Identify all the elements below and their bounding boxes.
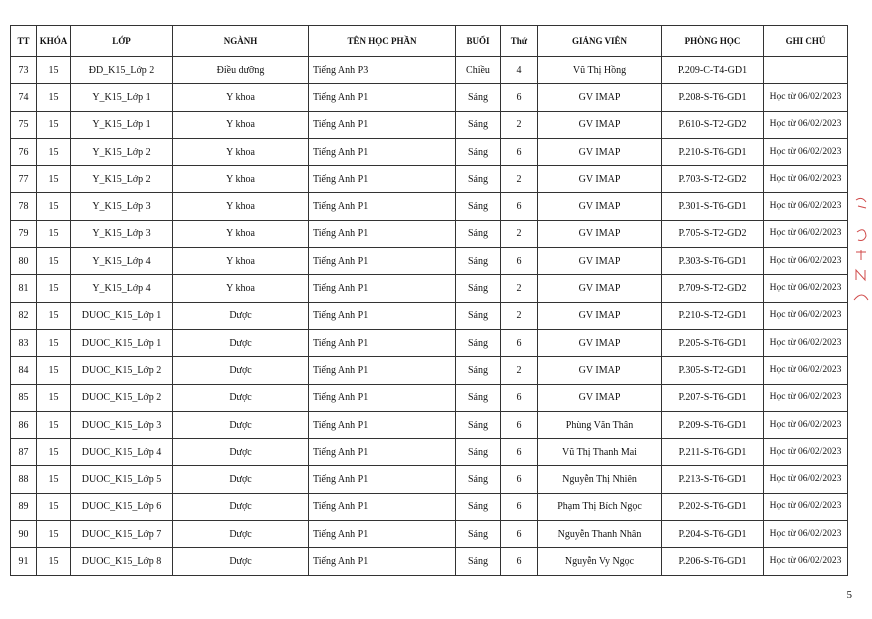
cell-lop: Y_K15_Lớp 3	[71, 220, 173, 247]
cell-lop: DUOC_K15_Lớp 2	[71, 357, 173, 384]
cell-thu: 6	[501, 466, 538, 493]
cell-buoi: Sáng	[456, 521, 501, 548]
cell-khoa: 15	[37, 166, 71, 193]
cell-ghi-chu: Học từ 06/02/2023	[764, 466, 848, 493]
table-row	[11, 411, 848, 438]
cell-phong-hoc: P.211-S-T6-GD1	[662, 439, 764, 466]
cell-ghi-chu: Học từ 06/02/2023	[764, 384, 848, 411]
cell-khoa: 15	[37, 357, 71, 384]
table-row	[11, 138, 848, 165]
cell-thu: 6	[501, 138, 538, 165]
cell-giang-vien: Nguyễn Thị Nhiên	[538, 466, 662, 493]
cell-khoa: 15	[37, 466, 71, 493]
cell-ten-hoc-phan: Tiếng Anh P1	[309, 302, 456, 329]
cell-ten-hoc-phan: Tiếng Anh P1	[309, 111, 456, 138]
cell-buoi: Sáng	[456, 84, 501, 111]
cell-nganh: Y khoa	[173, 193, 309, 220]
cell-khoa: 15	[37, 439, 71, 466]
cell-tt: 87	[11, 439, 37, 466]
cell-khoa: 15	[37, 138, 71, 165]
cell-tt: 78	[11, 193, 37, 220]
cell-khoa: 15	[37, 248, 71, 275]
cell-khoa: 15	[37, 521, 71, 548]
cell-ten-hoc-phan: Tiếng Anh P1	[309, 220, 456, 247]
cell-ten-hoc-phan: Tiếng Anh P1	[309, 493, 456, 520]
cell-phong-hoc: P.209-S-T6-GD1	[662, 411, 764, 438]
cell-lop: DUOC_K15_Lớp 5	[71, 466, 173, 493]
column-header: TT	[11, 26, 37, 57]
cell-khoa: 15	[37, 411, 71, 438]
cell-buoi: Sáng	[456, 166, 501, 193]
cell-ghi-chu: Học từ 06/02/2023	[764, 193, 848, 220]
cell-buoi: Sáng	[456, 493, 501, 520]
cell-thu: 2	[501, 275, 538, 302]
cell-phong-hoc: P.610-S-T2-GD2	[662, 111, 764, 138]
cell-thu: 6	[501, 84, 538, 111]
cell-giang-vien: Vũ Thị Thanh Mai	[538, 439, 662, 466]
cell-buoi: Sáng	[456, 466, 501, 493]
cell-lop: DUOC_K15_Lớp 7	[71, 521, 173, 548]
cell-khoa: 15	[37, 493, 71, 520]
cell-tt: 82	[11, 302, 37, 329]
column-header: LỚP	[71, 26, 173, 57]
cell-phong-hoc: P.210-S-T2-GD1	[662, 302, 764, 329]
cell-ten-hoc-phan: Tiếng Anh P1	[309, 275, 456, 302]
cell-nganh: Y khoa	[173, 138, 309, 165]
table-row	[11, 384, 848, 411]
cell-phong-hoc: P.205-S-T6-GD1	[662, 329, 764, 356]
cell-giang-vien: Nguyễn Thanh Nhân	[538, 521, 662, 548]
cell-lop: Y_K15_Lớp 1	[71, 84, 173, 111]
table-row	[11, 166, 848, 193]
table-row	[11, 84, 848, 111]
cell-buoi: Sáng	[456, 248, 501, 275]
cell-giang-vien: GV IMAP	[538, 275, 662, 302]
cell-nganh: Y khoa	[173, 166, 309, 193]
cell-thu: 6	[501, 193, 538, 220]
cell-lop: DUOC_K15_Lớp 4	[71, 439, 173, 466]
cell-buoi: Sáng	[456, 302, 501, 329]
cell-nganh: Y khoa	[173, 84, 309, 111]
column-header: KHÓA	[37, 26, 71, 57]
cell-nganh: Dược	[173, 329, 309, 356]
cell-ten-hoc-phan: Tiếng Anh P1	[309, 193, 456, 220]
cell-tt: 86	[11, 411, 37, 438]
cell-ghi-chu: Học từ 06/02/2023	[764, 248, 848, 275]
cell-ghi-chu: Học từ 06/02/2023	[764, 439, 848, 466]
cell-lop: Y_K15_Lớp 3	[71, 193, 173, 220]
cell-thu: 2	[501, 357, 538, 384]
cell-lop: DUOC_K15_Lớp 3	[71, 411, 173, 438]
schedule-table	[10, 25, 848, 576]
cell-tt: 88	[11, 466, 37, 493]
cell-tt: 77	[11, 166, 37, 193]
column-header: TÊN HỌC PHẦN	[309, 26, 456, 57]
cell-tt: 74	[11, 84, 37, 111]
cell-thu: 6	[501, 329, 538, 356]
table-row	[11, 439, 848, 466]
cell-ghi-chu: Học từ 06/02/2023	[764, 84, 848, 111]
cell-giang-vien: GV IMAP	[538, 248, 662, 275]
cell-buoi: Sáng	[456, 193, 501, 220]
cell-ghi-chu: Học từ 06/02/2023	[764, 493, 848, 520]
handwritten-margin-marks	[850, 180, 872, 310]
table-row	[11, 220, 848, 247]
cell-lop: Y_K15_Lớp 1	[71, 111, 173, 138]
table-row	[11, 111, 848, 138]
table-row	[11, 275, 848, 302]
cell-giang-vien: Phùng Văn Thân	[538, 411, 662, 438]
cell-ten-hoc-phan: Tiếng Anh P1	[309, 384, 456, 411]
cell-lop: Y_K15_Lớp 4	[71, 248, 173, 275]
cell-tt: 90	[11, 521, 37, 548]
cell-nganh: Dược	[173, 466, 309, 493]
cell-phong-hoc: P.305-S-T2-GD1	[662, 357, 764, 384]
column-header: PHÒNG HỌC	[662, 26, 764, 57]
cell-thu: 6	[501, 248, 538, 275]
column-header: NGÀNH	[173, 26, 309, 57]
cell-phong-hoc: P.207-S-T6-GD1	[662, 384, 764, 411]
cell-giang-vien: GV IMAP	[538, 329, 662, 356]
cell-buoi: Sáng	[456, 220, 501, 247]
table-row	[11, 493, 848, 520]
cell-lop: Y_K15_Lớp 2	[71, 166, 173, 193]
table-body	[11, 57, 848, 576]
cell-giang-vien: GV IMAP	[538, 111, 662, 138]
cell-nganh: Dược	[173, 439, 309, 466]
table-header-row	[11, 26, 848, 57]
column-header: GHI CHÚ	[764, 26, 848, 57]
cell-ghi-chu: Học từ 06/02/2023	[764, 357, 848, 384]
column-header: Thứ	[501, 26, 538, 57]
cell-buoi: Sáng	[456, 357, 501, 384]
cell-phong-hoc: P.202-S-T6-GD1	[662, 493, 764, 520]
table-row	[11, 193, 848, 220]
cell-ghi-chu: Học từ 06/02/2023	[764, 220, 848, 247]
cell-ten-hoc-phan: Tiếng Anh P1	[309, 138, 456, 165]
cell-nganh: Dược	[173, 521, 309, 548]
cell-giang-vien: GV IMAP	[538, 357, 662, 384]
cell-giang-vien: GV IMAP	[538, 84, 662, 111]
cell-ten-hoc-phan: Tiếng Anh P1	[309, 521, 456, 548]
cell-giang-vien: GV IMAP	[538, 302, 662, 329]
cell-ten-hoc-phan: Tiếng Anh P1	[309, 166, 456, 193]
cell-ten-hoc-phan: Tiếng Anh P1	[309, 466, 456, 493]
column-header: BUỔI	[456, 26, 501, 57]
cell-thu: 2	[501, 220, 538, 247]
cell-phong-hoc: P.204-S-T6-GD1	[662, 521, 764, 548]
cell-buoi: Sáng	[456, 411, 501, 438]
cell-buoi: Sáng	[456, 439, 501, 466]
cell-tt: 85	[11, 384, 37, 411]
cell-phong-hoc: P.705-S-T2-GD2	[662, 220, 764, 247]
cell-buoi: Sáng	[456, 384, 501, 411]
page-number: 5	[846, 589, 852, 601]
table-row	[11, 248, 848, 275]
cell-phong-hoc: P.703-S-T2-GD2	[662, 166, 764, 193]
cell-lop: DUOC_K15_Lớp 2	[71, 384, 173, 411]
cell-khoa: 15	[37, 111, 71, 138]
cell-giang-vien: GV IMAP	[538, 138, 662, 165]
cell-phong-hoc: P.210-S-T6-GD1	[662, 138, 764, 165]
cell-giang-vien: Vũ Thị Hồng	[538, 57, 662, 84]
cell-nganh: Y khoa	[173, 220, 309, 247]
cell-tt: 89	[11, 493, 37, 520]
cell-khoa: 15	[37, 384, 71, 411]
cell-tt: 83	[11, 329, 37, 356]
column-header: GIẢNG VIÊN	[538, 26, 662, 57]
cell-ghi-chu: Học từ 06/02/2023	[764, 302, 848, 329]
cell-nganh: Dược	[173, 493, 309, 520]
cell-nganh: Y khoa	[173, 111, 309, 138]
table-row	[11, 548, 848, 575]
cell-giang-vien: GV IMAP	[538, 193, 662, 220]
cell-thu: 2	[501, 166, 538, 193]
table-row	[11, 329, 848, 356]
table-row	[11, 521, 848, 548]
cell-nganh: Dược	[173, 548, 309, 575]
cell-ghi-chu: Học từ 06/02/2023	[764, 111, 848, 138]
cell-buoi: Sáng	[456, 548, 501, 575]
cell-nganh: Điều dưỡng	[173, 57, 309, 84]
cell-buoi: Sáng	[456, 329, 501, 356]
cell-khoa: 15	[37, 329, 71, 356]
cell-thu: 6	[501, 548, 538, 575]
cell-lop: Y_K15_Lớp 2	[71, 138, 173, 165]
cell-ten-hoc-phan: Tiếng Anh P1	[309, 248, 456, 275]
cell-nganh: Dược	[173, 302, 309, 329]
cell-khoa: 15	[37, 548, 71, 575]
cell-thu: 6	[501, 521, 538, 548]
cell-nganh: Dược	[173, 411, 309, 438]
cell-ghi-chu: Học từ 06/02/2023	[764, 275, 848, 302]
cell-lop: Y_K15_Lớp 4	[71, 275, 173, 302]
cell-lop: DUOC_K15_Lớp 1	[71, 329, 173, 356]
cell-buoi: Chiều	[456, 57, 501, 84]
cell-thu: 6	[501, 493, 538, 520]
cell-nganh: Dược	[173, 384, 309, 411]
table-row	[11, 302, 848, 329]
cell-phong-hoc: P.213-S-T6-GD1	[662, 466, 764, 493]
cell-thu: 6	[501, 411, 538, 438]
cell-phong-hoc: P.303-S-T6-GD1	[662, 248, 764, 275]
cell-nganh: Dược	[173, 357, 309, 384]
cell-khoa: 15	[37, 275, 71, 302]
cell-tt: 79	[11, 220, 37, 247]
cell-nganh: Y khoa	[173, 248, 309, 275]
cell-phong-hoc: P.301-S-T6-GD1	[662, 193, 764, 220]
cell-khoa: 15	[37, 84, 71, 111]
cell-ten-hoc-phan: Tiếng Anh P1	[309, 357, 456, 384]
cell-lop: DUOC_K15_Lớp 8	[71, 548, 173, 575]
cell-ghi-chu	[764, 57, 848, 84]
cell-tt: 80	[11, 248, 37, 275]
cell-ghi-chu: Học từ 06/02/2023	[764, 411, 848, 438]
table-row	[11, 357, 848, 384]
cell-giang-vien: Nguyễn Vy Ngọc	[538, 548, 662, 575]
cell-thu: 2	[501, 111, 538, 138]
cell-ghi-chu: Học từ 06/02/2023	[764, 329, 848, 356]
cell-ten-hoc-phan: Tiếng Anh P1	[309, 329, 456, 356]
cell-nganh: Y khoa	[173, 275, 309, 302]
cell-giang-vien: Phạm Thị Bích Ngọc	[538, 493, 662, 520]
cell-buoi: Sáng	[456, 138, 501, 165]
cell-khoa: 15	[37, 302, 71, 329]
cell-buoi: Sáng	[456, 111, 501, 138]
cell-tt: 81	[11, 275, 37, 302]
cell-giang-vien: GV IMAP	[538, 220, 662, 247]
cell-thu: 6	[501, 384, 538, 411]
cell-ten-hoc-phan: Tiếng Anh P1	[309, 439, 456, 466]
cell-phong-hoc: P.206-S-T6-GD1	[662, 548, 764, 575]
cell-tt: 91	[11, 548, 37, 575]
cell-lop: DUOC_K15_Lớp 6	[71, 493, 173, 520]
cell-khoa: 15	[37, 193, 71, 220]
cell-phong-hoc: P.208-S-T6-GD1	[662, 84, 764, 111]
table-row	[11, 466, 848, 493]
cell-khoa: 15	[37, 57, 71, 84]
cell-thu: 2	[501, 302, 538, 329]
cell-ten-hoc-phan: Tiếng Anh P1	[309, 411, 456, 438]
cell-tt: 75	[11, 111, 37, 138]
cell-ghi-chu: Học từ 06/02/2023	[764, 548, 848, 575]
table-row	[11, 57, 848, 84]
cell-ghi-chu: Học từ 06/02/2023	[764, 166, 848, 193]
cell-tt: 76	[11, 138, 37, 165]
cell-phong-hoc: P.709-S-T2-GD2	[662, 275, 764, 302]
cell-ghi-chu: Học từ 06/02/2023	[764, 138, 848, 165]
cell-ten-hoc-phan: Tiếng Anh P1	[309, 548, 456, 575]
cell-buoi: Sáng	[456, 275, 501, 302]
cell-ten-hoc-phan: Tiếng Anh P1	[309, 84, 456, 111]
cell-tt: 73	[11, 57, 37, 84]
cell-lop: ĐD_K15_Lớp 2	[71, 57, 173, 84]
cell-phong-hoc: P.209-C-T4-GD1	[662, 57, 764, 84]
cell-ghi-chu: Học từ 06/02/2023	[764, 521, 848, 548]
cell-lop: DUOC_K15_Lớp 1	[71, 302, 173, 329]
cell-giang-vien: GV IMAP	[538, 166, 662, 193]
cell-ten-hoc-phan: Tiếng Anh P3	[309, 57, 456, 84]
cell-tt: 84	[11, 357, 37, 384]
cell-thu: 4	[501, 57, 538, 84]
cell-khoa: 15	[37, 220, 71, 247]
cell-giang-vien: GV IMAP	[538, 384, 662, 411]
cell-thu: 6	[501, 439, 538, 466]
